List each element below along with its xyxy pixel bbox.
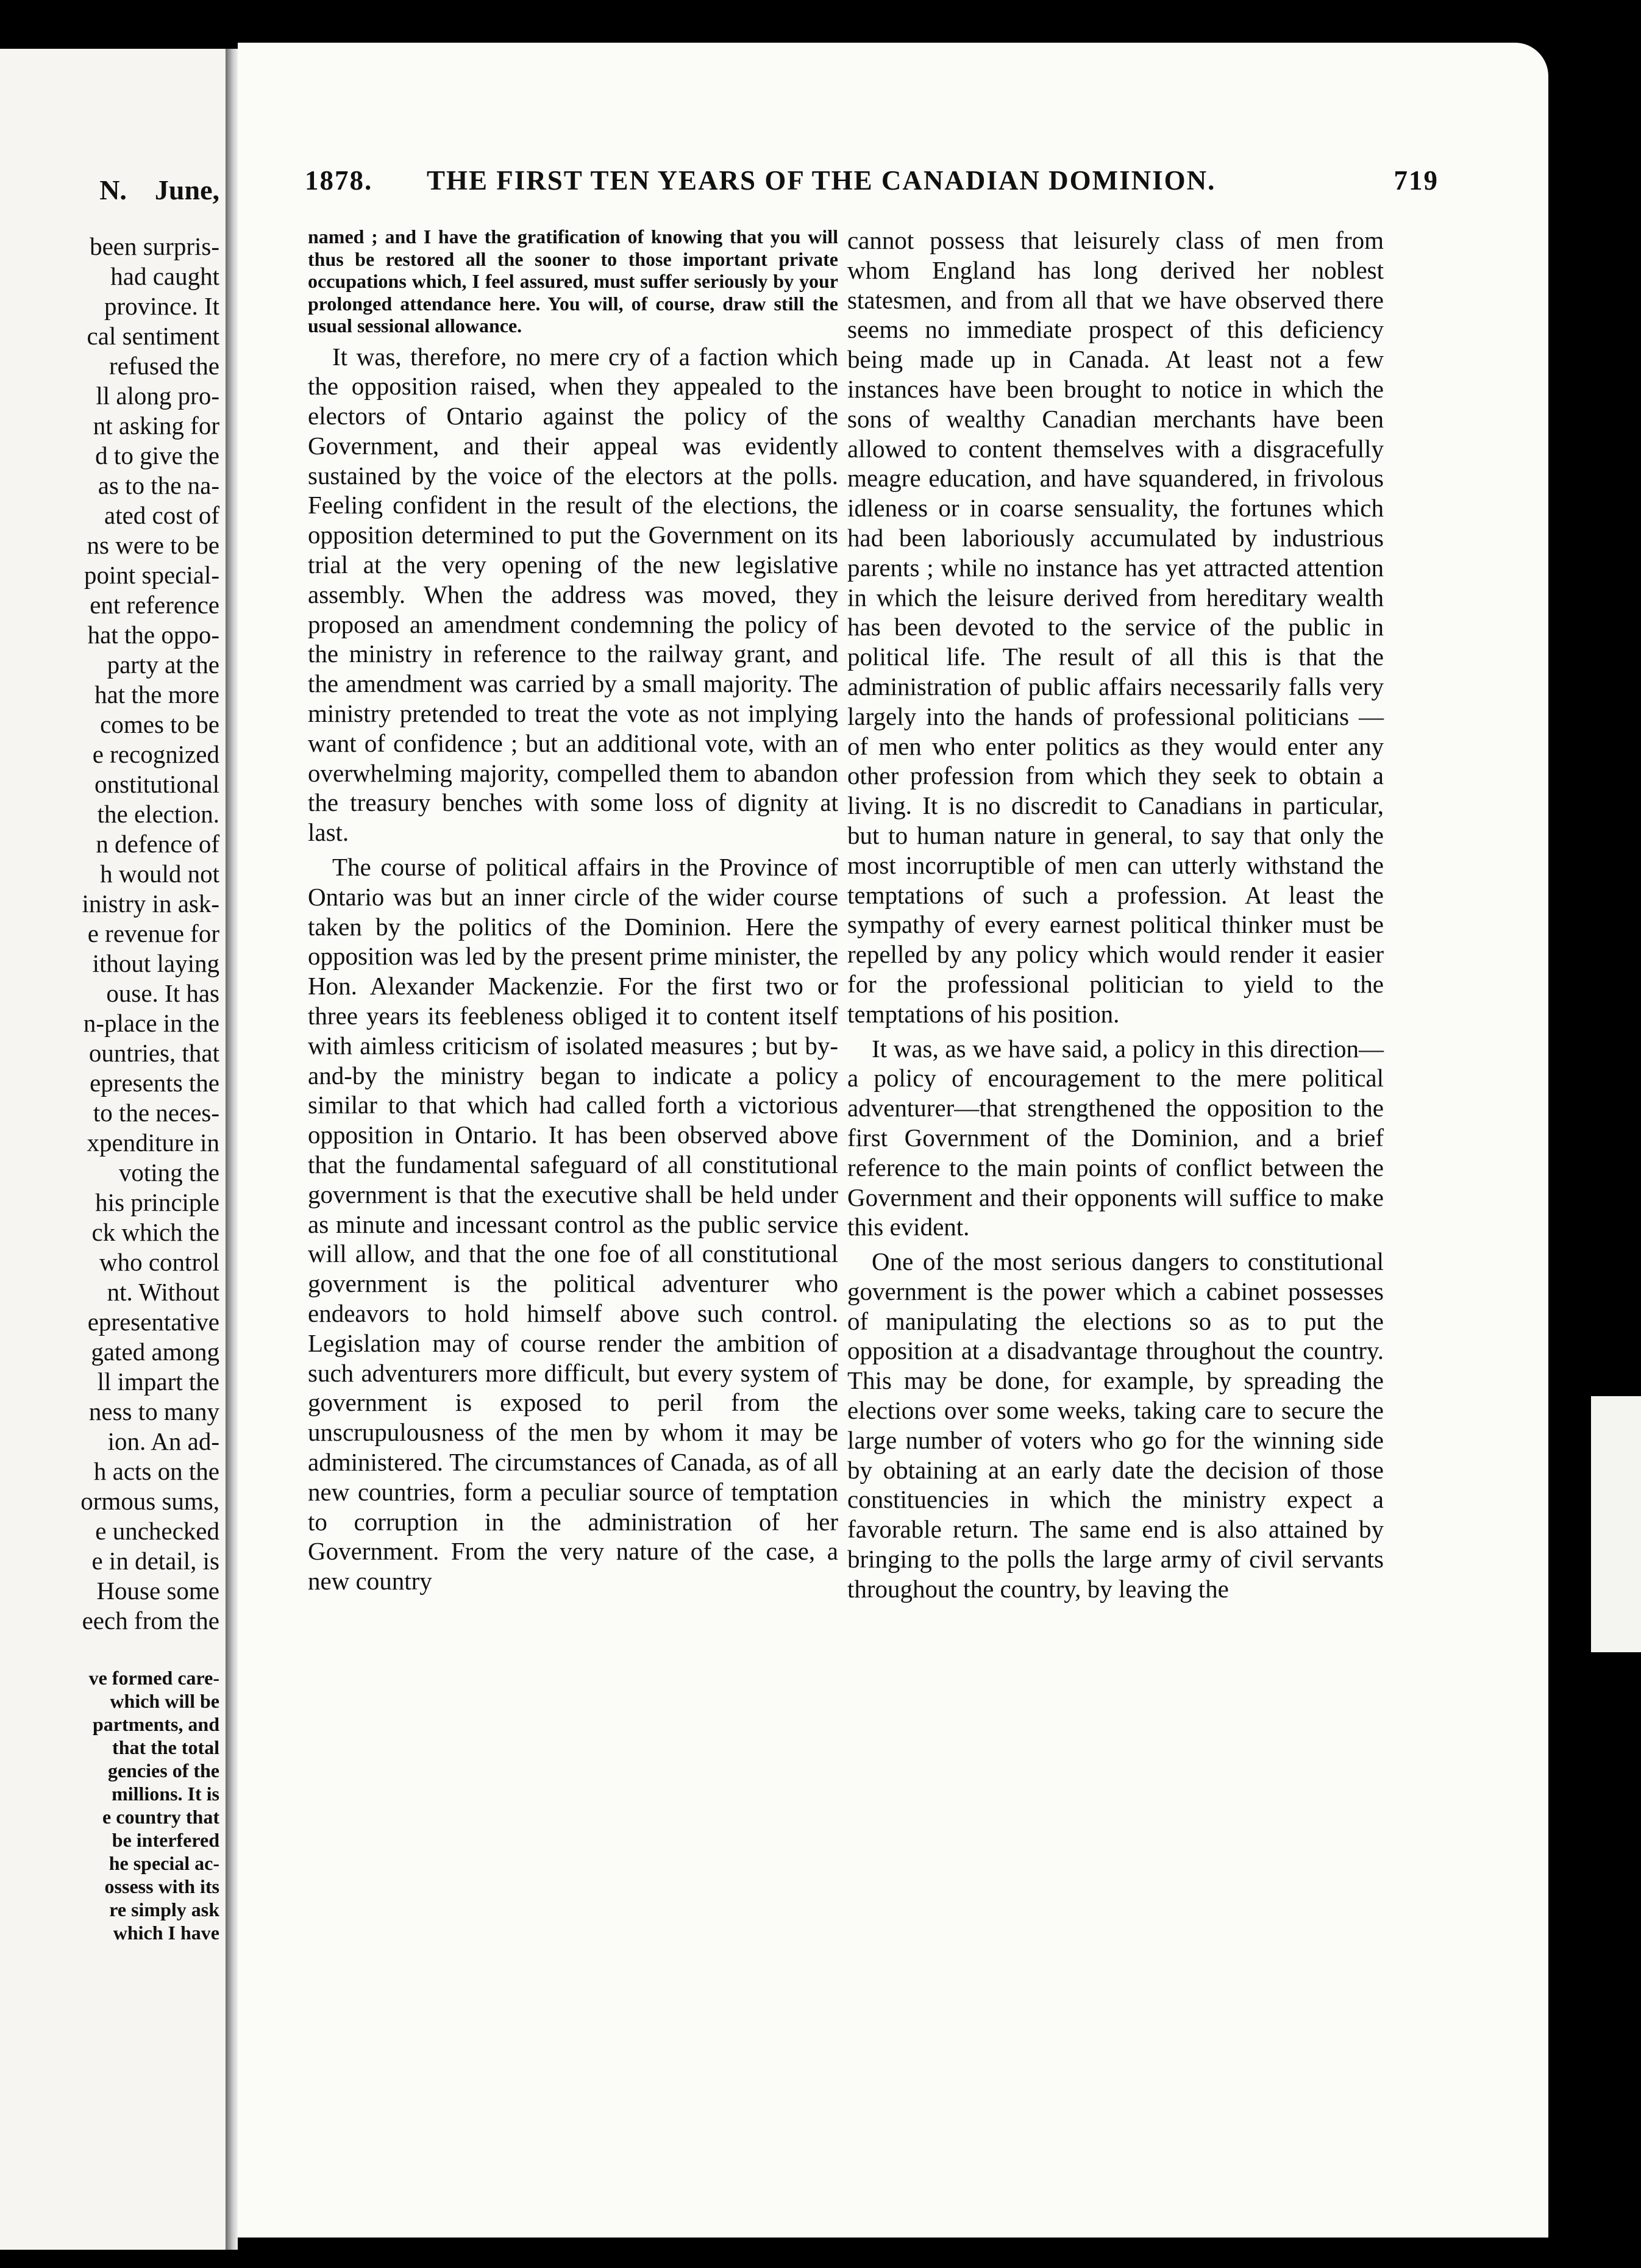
left-page-line: ouse. It has <box>106 979 219 1007</box>
left-page-line: ns were to be <box>87 531 219 559</box>
left-page-line: who control <box>99 1248 219 1276</box>
left-page-line: ated cost of <box>104 501 219 529</box>
paragraph: It was, therefore, no mere cry of a faction which the opposition raised, when they appealed to the electors of Ontario against the policy of the Government, and their appeal was evidently sustained by the voice of the electors at the polls. Feeling confident in the result of the elections, the opposition determined to put the Government on its trial at the very opening of the new legislative assembly. When the address was moved, they proposed an amendment condemning the policy of the ministry in reference to the railway grant, and the amendment was carried by a small majority. The ministry pretended to treat the vote as not implying want of confidence ; but an additional vote, with an overwhelming majority, compelled them to abandon the treasury benches with some loss of dignity at last. <box>308 342 838 847</box>
header-year: 1878. <box>305 165 373 196</box>
left-page-line: ormous sums, <box>80 1487 219 1515</box>
left-page-fragment <box>0 49 226 2250</box>
left-page-line: his principle <box>95 1188 219 1216</box>
left-page-footnote-line: which will be <box>110 1690 219 1712</box>
paragraph: It was, as we have said, a policy in this direction—a policy of encouragement to the mere political adventurer—that strengthened the opposition to the first Government of the Dominion, and a brief reference to the main points of conflict between the Government and their opponents will suffice to make this evident. <box>847 1034 1384 1241</box>
header-title: THE FIRST TEN YEARS OF THE CANADIAN DOMINION. <box>427 165 1216 196</box>
left-page-footnote-line: gencies of the <box>107 1760 219 1781</box>
left-page-footnote-line: he special ac- <box>109 1852 219 1874</box>
left-page-line: voting the <box>118 1158 219 1186</box>
left-page-line: province. It <box>104 292 219 320</box>
left-page-line: comes to be <box>100 710 219 738</box>
paragraph: cannot possess that leisurely class of men from whom England has long derived her noblest statesmen, and from all that we have observed there seems no immediate prospect of this deficiency being made up in Canada. At least not a few instances have been brought to notice in which the sons of wealthy Canadian merchants have been allowed to content themselves with a disgracefully meagre education, and have squandered, in frivolous idleness or in coarse sensuality, the fortunes which had been laboriously accumulated by industrious parents ; while no instance has yet attracted attention in which the leisure derived from hereditary wealth has been devoted to the service of the public in political life. The result of all this is that the administration of public affairs necessarily falls very largely into the hands of professional politicians — of men who enter politics as they would enter any other profession from which they seek to obtain a living. It is no discredit to Canadians in particular, but to human nature in general, to say that only the most incorruptible of men can utterly withstand the temptations of such a profession. At least the sympathy of every earnest political thinker must be repelled by any policy which would render it easier for the professional politician to yield to the temptations of his position. <box>847 226 1384 1028</box>
left-page-line: gated among <box>91 1338 219 1366</box>
left-page-line: eech from the <box>82 1606 219 1635</box>
left-page-line: n defence of <box>96 830 219 858</box>
left-page-text <box>0 232 219 1944</box>
left-page-line: ion. An ad- <box>107 1427 219 1455</box>
left-page-footnote-line: ve formed care- <box>88 1667 219 1689</box>
text-column-left <box>308 226 838 1601</box>
left-page-line: the election. <box>97 800 219 828</box>
left-page-line: ll along pro- <box>96 382 219 410</box>
left-page-line: been surpris- <box>90 232 219 260</box>
page-number: 719 <box>1394 165 1439 196</box>
left-page-line: e in detail, is <box>91 1547 219 1575</box>
left-page-line: onstitutional <box>94 770 219 798</box>
left-page-line: point special- <box>84 561 219 589</box>
next-page-edge <box>1591 1396 1641 1652</box>
scan-background <box>1548 49 1641 2244</box>
left-page-line: ness to many <box>88 1397 219 1425</box>
left-page-line: had caught <box>110 262 219 290</box>
left-page-line: n-place in the <box>83 1009 219 1037</box>
left-page-line: d to give the <box>95 441 219 469</box>
scan-mark <box>1561 1951 1569 2055</box>
left-page-line: xpenditure in <box>87 1129 219 1157</box>
left-page-footnote-line: re simply ask <box>109 1899 219 1920</box>
left-page-line: epresents the <box>90 1069 219 1097</box>
left-page-line: nt. Without <box>107 1278 219 1306</box>
left-page-header: N. June, <box>99 174 219 205</box>
paragraph: The course of political affairs in the Province of Ontario was but an inner circle of the wider course taken by the politics of the Dominion. Here the opposition was led by the present prime minister, the Hon. Alexander Mackenzie. For the first two or three years its feebleness obliged it to content itself with aimless criticism of isolated measures ; but by-and-by the ministry began to indicate a policy similar to that which had called forth a victorious opposition in Ontario. It has been observed above that the fundamental safeguard of all constitutional government is that the executive shall be held under as minute and incessant control as the public service will allow, and that the one foe of all constitutional government is the political adventurer who endeavors to hold himself above such control. Legislation may of course render the ambition of such adventurers more difficult, but every system of government is exposed to peril from the unscrupulousness of the men by whom it may be administered. The circumstances of Canada, as of all new countries, form a peculiar source of temptation to corruption in the administration of her Government. From the very nature of the case, a new country <box>308 853 838 1596</box>
left-page-line: ithout laying <box>92 949 219 977</box>
left-page-line: nt asking for <box>93 412 219 440</box>
right-page <box>238 43 1548 2238</box>
left-page-line: e recognized <box>92 740 219 768</box>
left-page-line: cal sentiment <box>87 322 219 350</box>
left-page-line: ent reference <box>90 591 219 619</box>
left-page-footnote-line: partments, and <box>92 1713 219 1735</box>
left-page-line: to the neces- <box>93 1099 219 1127</box>
left-page-line: inistry in ask- <box>82 890 219 918</box>
footnote: named ; and I have the gratification of knowing that you will thus be restored all the sooner to those important private occupations which, I feel assured, must suffer seriously by your prolonged attendance here. You will, of course, draw still the usual sessional allowance. <box>308 226 838 337</box>
left-page-footnote-line: e country that <box>102 1806 219 1828</box>
left-page-footnote-line: ossess with its <box>104 1875 219 1897</box>
left-page-footnote-line: be interfered <box>112 1829 219 1851</box>
left-page-line: hat the more <box>94 680 219 708</box>
left-page-footnote-line: millions. It is <box>112 1783 219 1805</box>
left-page-line: e revenue for <box>87 919 219 947</box>
paragraph: One of the most serious dangers to constitutional government is the power which a cabinet possesses of manipulating the elections so as to put the opposition at a disadvantage throughout the country. This may be done, for example, by spreading the elections over some weeks, taking care to secure the large number of voters who go for the winning side by obtaining at an early date the decision of those constituencies in which the ministry expect a favorable return. The same end is also attained by bringing to the polls the large army of civil servants throughout the country, by leaving the <box>847 1247 1384 1603</box>
left-page-line: ountries, that <box>88 1039 219 1067</box>
left-page-line: epresentative <box>87 1308 219 1336</box>
book-gutter <box>226 49 238 2250</box>
left-page-line: as to the na- <box>98 471 219 499</box>
left-page-line: h would not <box>100 860 219 888</box>
left-page-line: ll impart the <box>97 1368 219 1396</box>
text-column-right <box>847 226 1384 1609</box>
left-page-line: House some <box>96 1577 219 1605</box>
left-page-line: party at the <box>107 651 219 679</box>
left-page-line: refused the <box>109 352 219 380</box>
left-page-line: ck which the <box>91 1218 219 1246</box>
left-page-footnote-line: that the total <box>112 1736 219 1758</box>
left-page-footnote-line: which I have <box>113 1922 219 1944</box>
running-header <box>305 165 1439 201</box>
left-page-line: hat the oppo- <box>87 621 219 649</box>
left-page-line: h acts on the <box>93 1457 219 1485</box>
left-page-gap <box>0 1636 219 1666</box>
left-page-line: e unchecked <box>95 1517 219 1545</box>
